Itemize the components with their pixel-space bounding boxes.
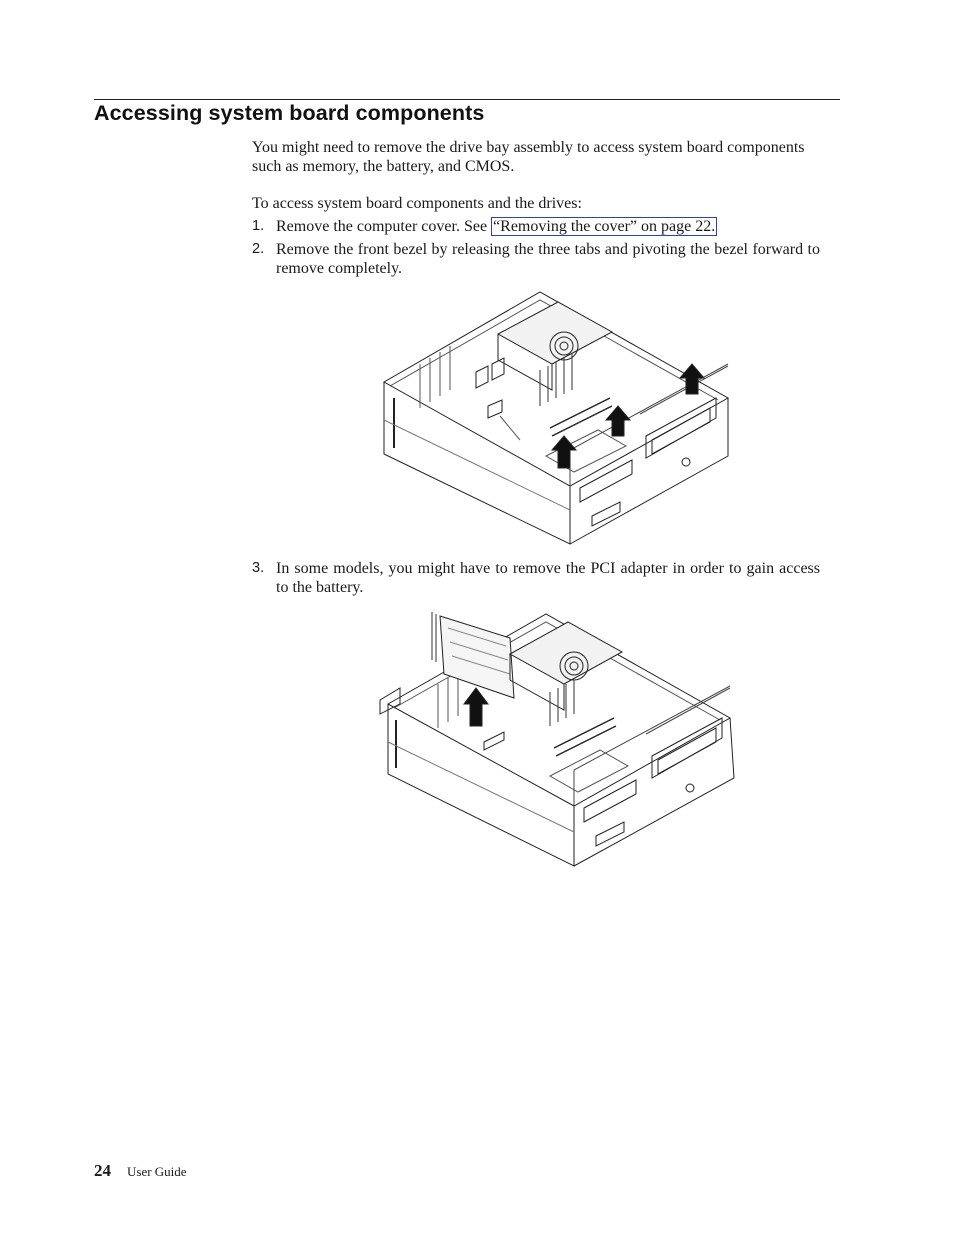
lead-in-paragraph: To access system board components and the drives:: [252, 195, 582, 212]
step-number: 2.: [252, 241, 265, 257]
page-footer: [94, 1161, 187, 1181]
page-number: 24: [94, 1161, 111, 1180]
step-text: In some models, you might have to remove the PCI adapter in order to gain access to the battery.: [276, 560, 820, 596]
step-text: Remove the front bezel by releasing the three tabs and pivoting the bezel forward to remove completely.: [276, 241, 820, 277]
header-rule: [94, 99, 840, 100]
step-text: Remove the computer cover. See: [276, 218, 492, 235]
removing-cover-link[interactable]: “Removing the cover” on page 22.: [493, 218, 716, 235]
computer-bezel-removal-illustration: [380, 290, 732, 546]
section-title: Accessing system board components: [94, 101, 485, 125]
step-3: [252, 559, 820, 597]
pci-adapter-removal-illustration: [378, 608, 738, 870]
step-number: 1.: [252, 218, 265, 234]
document-name: User Guide: [127, 1164, 187, 1179]
intro-paragraph: You might need to remove the drive bay assembly to access system board components such as memory, the battery, and CMOS.: [252, 139, 805, 175]
step-1: [252, 217, 820, 236]
step-2: [252, 240, 820, 278]
step-number: 3.: [252, 560, 265, 576]
